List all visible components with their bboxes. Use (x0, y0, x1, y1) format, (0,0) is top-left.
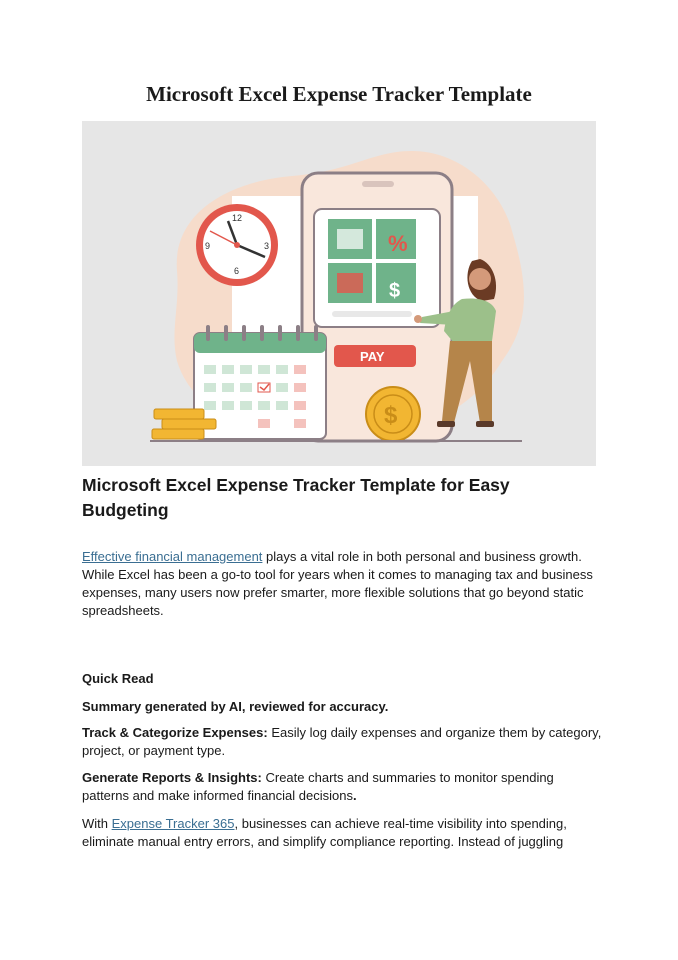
svg-text:$: $ (389, 280, 401, 302)
financial-management-link[interactable]: Effective financial management (82, 549, 263, 564)
expense-tracker-link[interactable]: Expense Tracker 365 (111, 816, 235, 831)
closing-paragraph (82, 815, 602, 851)
percent-symbol: % (388, 231, 408, 256)
article-heading: Microsoft Excel Expense Tracker Template for Easy Budgeting (82, 475, 510, 520)
svg-text:6: 6 (234, 266, 240, 276)
item-suffix: . (352, 788, 357, 803)
item-text: Create charts and summaries to monitor spending patterns and make informed financial decisions (82, 770, 554, 803)
dollar-symbol: $ (384, 402, 398, 429)
quick-read-title: Quick Read (82, 671, 154, 686)
svg-text:3: 3 (264, 241, 270, 251)
quick-read-item-reports (82, 769, 602, 805)
closing-prefix: With (82, 816, 112, 831)
item-label: Generate Reports & Insights: (82, 770, 262, 785)
page-title: Microsoft Excel Expense Tracker Template (146, 82, 532, 106)
quick-read-item-track (82, 724, 602, 760)
pay-label: PAY (360, 349, 385, 364)
closing-text: , businesses can achieve real-time visibility into spending, eliminate manual entry errors, and simplify compliance reporting. Instead of juggling (82, 816, 567, 849)
intro-paragraph (82, 548, 602, 620)
wall-clock-icon (196, 204, 278, 286)
intro-text: plays a vital role in both personal and business growth. While Excel has been a go-to tool for years when it comes to managing tax and business expenses, many users now prefer smarter, more flexible solutions that go beyond static spreadsheets. (82, 549, 593, 618)
svg-text:9: 9 (205, 241, 211, 251)
svg-text:12: 12 (232, 213, 243, 223)
hero-illustration (82, 121, 596, 466)
item-text: Easily log daily expenses and organize them by category, project, or payment type. (82, 725, 602, 758)
dollar-coin-icon (366, 387, 420, 441)
item-label: Track & Categorize Expenses: (82, 725, 268, 740)
ai-summary-note: Summary generated by AI, reviewed for accuracy. (82, 699, 389, 714)
